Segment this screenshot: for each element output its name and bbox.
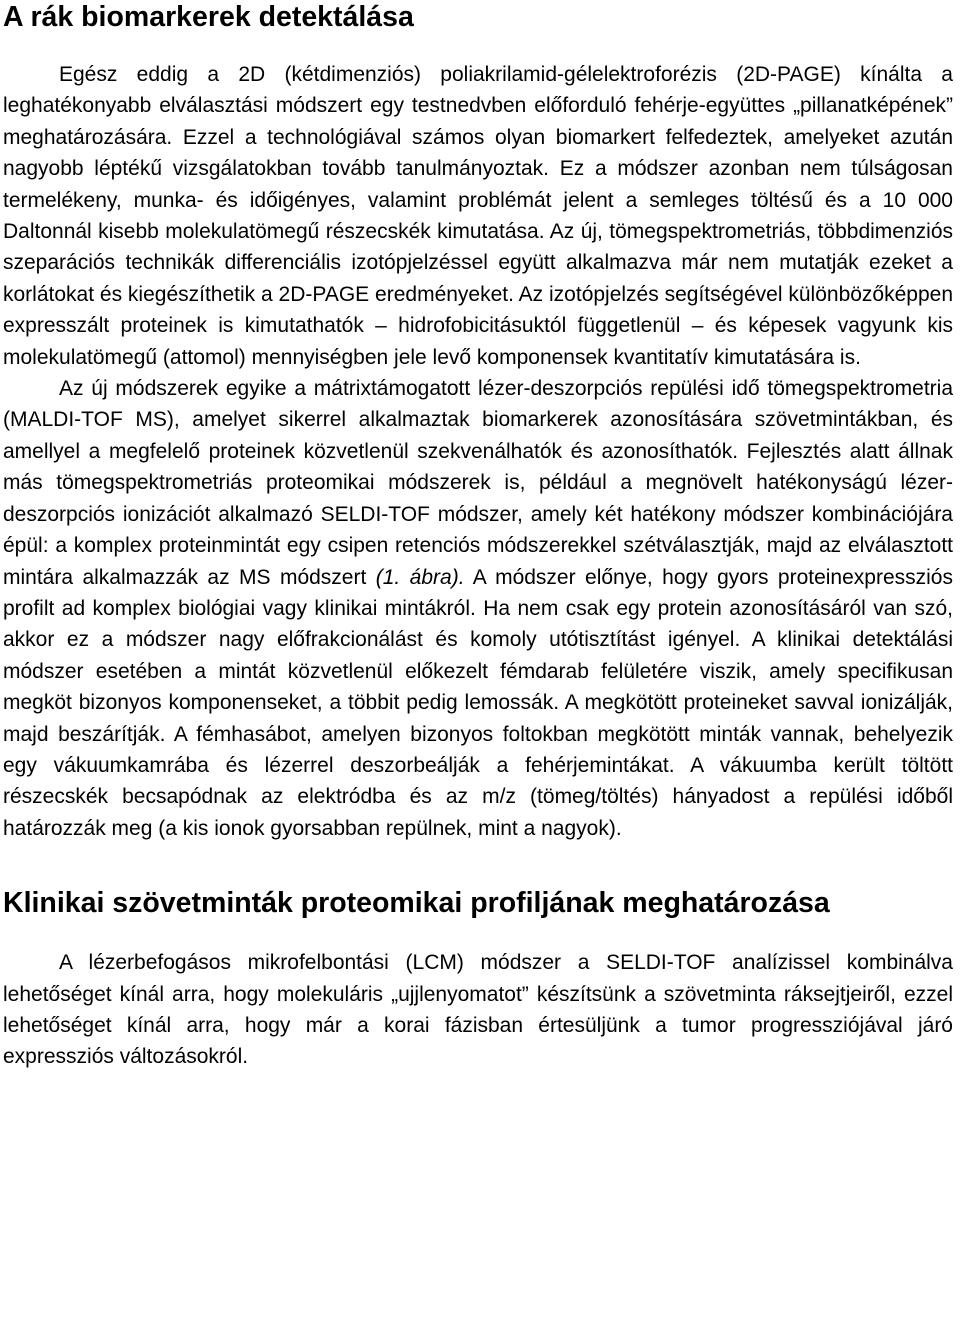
- paragraph-text: Az új módszerek egyike a mátrixtámogatott lézer-deszorpciós repülési idő tömegspektrometria (MALDI-TOF MS), amelyet sikerrel alkalmaztak biomarkerek azonosítására szövetmintákban, és amellyel a megfelelő proteinek közvetlenül szekvenálhatók és azonosíthatók. Fejlesztés alatt állnak más tömegspektrometriás proteomikai módszerek is, például a megnövelt hatékonyságú lézer-deszorpciós ionizációt alkalmazó SELDI-TOF módszer, amely két hatékony módszer kombinációjára épül: a komplex proteinmintát egy csipen retenciós módszerekkel szétválasztják, majd az elválasztott mintára alkalmazzák az MS módszert: [3, 377, 953, 589]
- paragraph: Egész eddig a 2D (kétdimenziós) poliakrilamid-gélelektroforézis (2D-PAGE) kínálta a leghatékonyabb elválasztási módszert egy testnedvben előforduló fehérje-együttes „pillanatképének” meghatározására. Ezzel a technológiával számos olyan biomarkert felfedeztek, amelyeket azután nagyobb léptékű vizsgálatokban tovább tanulmányoztak. Ez a módszer azonban nem túlságosan termelékeny, munka- és időigényes, valamint problémát jelent a semleges töltésű és a 10 000 Daltonnál kisebb molekulatömegű részecskék kimutatása. Az új, tömegspektrometriás, többdimenziós szeparációs technikák differenciális izotópjelzéssel együtt alkalmazva már nem mutatják ezeket a korlátokat és kiegészíthetik a 2D-PAGE eredményeket. Az izotópjelzés segítségével különbözőképpen expresszált proteinek is kimutathatók – hidrofobicitásuktól függetlenül – és képesek vagyunk kis molekulatömegű (attomol) mennyiségben jele levő komponensek kvantitatív kimutatására is.: [3, 63, 953, 369]
- figure-reference: (1. ábra).: [375, 565, 465, 589]
- paragraph-text: A módszer előnye, hogy gyors proteinexpressziós profilt ad komplex biológiai vagy klinikai mintákról. Ha nem csak egy protein azonosításáról van szó, akkor ez a módszer nagy előfrakcionálást és komoly utótisztítást igényel. A klinikai detektálási módszer esetében a mintát közvetlenül előkezelt fémdarab felületére viszik, amely specifikusan megköt bizonyos komponenseket, a többit pedig lemossák. A megkötött proteineket savval ionizálják, majd beszárítják. A fémhasábot, amelyen bizonyos foltokban megkötött minták vannak, behelyezik egy vákuumkamrába és lézerrel deszorbeálják a fehérjemintákat. A vákuumba került töltött részecskék becsapódnak az elektródba és az m/z (tömeg/töltés) hányadost a repülési időből határozzák meg (a kis ionok gyorsabban repülnek, mint a nagyok).: [3, 565, 953, 840]
- section-title: A rák biomarkerek detektálása: [3, 1, 414, 33]
- paragraph: [3, 373, 953, 844]
- document-page: [3, 0, 953, 1073]
- section-title: Klinikai szövetminták proteomikai profiljának meghatározása: [3, 887, 830, 920]
- paragraph: A lézerbefogásos mikrofelbontási (LCM) módszer a SELDI-TOF analízissel kombinálva lehetőséget kínál arra, hogy molekuláris „ujjlenyomatot” készítsünk a szövetminta ráksejtjeiről, ezzel lehetőséget kínál arra, hogy már a korai fázisban értesüljünk a tumor progressziójával járó expressziós változásokról.: [3, 951, 953, 1069]
